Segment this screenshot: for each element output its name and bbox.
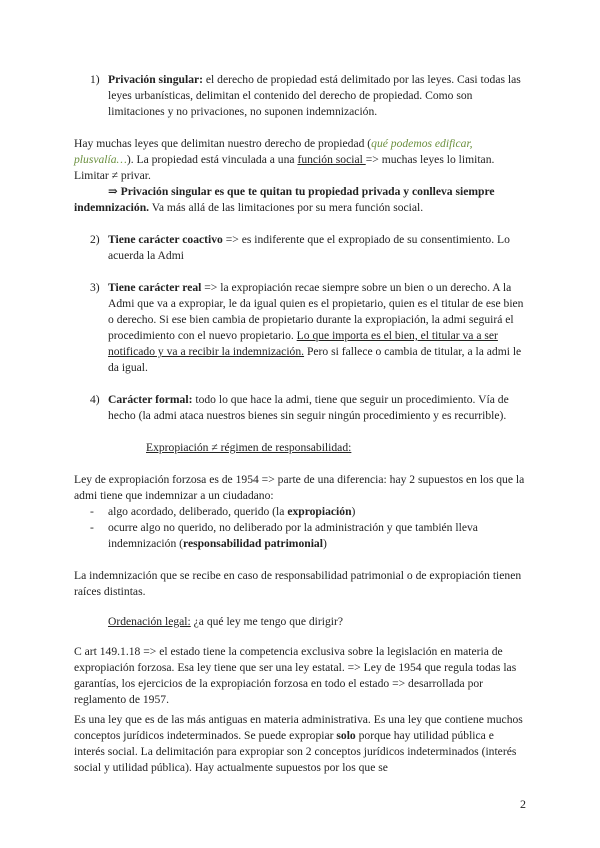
list-item-3 xyxy=(74,280,526,376)
section-heading-ordenacion xyxy=(108,614,343,630)
bold-text: responsabilidad patrimonial xyxy=(183,537,323,550)
item-number: 3) xyxy=(90,281,100,294)
paragraph-ley-antigua xyxy=(74,712,526,776)
list-text: ) xyxy=(351,505,356,518)
list-text: ocurre algo no querido, no deliberado por la administración y que también lleva indemnización ( xyxy=(108,521,478,550)
item-text: el derecho de propiedad está delimitado por las leyes. Casi todas las leyes urbanísticas, delimitan el contenido del derecho de propiedad. Como son limitaciones y no privaciones, no suponen indemnización. xyxy=(108,73,521,118)
item-number: 4) xyxy=(90,393,100,406)
item-title: Tiene carácter coactivo xyxy=(108,233,223,246)
paragraph-privacion xyxy=(74,184,526,216)
dash-list xyxy=(74,504,526,552)
item-body xyxy=(108,392,526,424)
item-text: todo lo que hace la admi, tiene que seguir un procedimiento. Vía de hecho (la admi ataca nuestros bienes sin seguir ningún procedimiento y es recurrible). xyxy=(108,393,509,422)
bold-text: ⇒ Privación singular es que te quitan tu propiedad privada y conlleva siempre indemnización. xyxy=(74,185,495,214)
item-title: Tiene carácter real xyxy=(108,281,202,294)
list-item-2 xyxy=(74,232,526,264)
section-heading-expropiacion: Expropiación ≠ régimen de responsabilidad: xyxy=(146,441,352,454)
item-text: Pero si fallece o cambia de titular, a la admi le da igual. xyxy=(108,345,522,374)
item-title: Privación singular: xyxy=(108,73,204,86)
para-text: ). La propiedad está vinculada a una xyxy=(126,153,298,166)
item-body xyxy=(108,280,526,376)
paragraph-raices: La indemnización que se recibe en caso de responsabilidad patrimonial o de expropiación tienen raíces distintas. xyxy=(74,569,522,598)
dash-bullet: - xyxy=(90,521,94,534)
list-item-1 xyxy=(74,72,526,120)
page-number: 2 xyxy=(520,797,526,811)
paragraph-limitations xyxy=(74,136,526,184)
paragraph-constitucion: C art 149.1.18 => el estado tiene la competencia exclusiva sobre la legislación en materia de expropiación forzosa. Esa ley tiene que ser una ley estatal. => Ley de 1954 que regula todas las garantías, los ejercicios de la expropiación forzosa en todo el estado => desarrollada por reglamento de 1957. xyxy=(74,645,517,706)
item-text: => es indiferente que el expropiado de su consentimiento. Lo acuerda la Admi xyxy=(108,233,510,262)
para-text: porque hay utilidad pública e interés social. La delimitación para expropiar son 2 conceptos jurídicos indeterminados (interés social y utilidad pública). Hay actualmente supuestos por los que se xyxy=(74,729,517,774)
item-number: 1) xyxy=(90,73,100,86)
list-item xyxy=(74,520,526,552)
para-text: Hay muchas leyes que delimitan nuestro derecho de propiedad ( xyxy=(74,137,372,150)
item-body xyxy=(108,72,526,120)
green-italic-text: qué podemos edificar, plusvalía… xyxy=(74,137,473,166)
bold-text: expropiación xyxy=(287,505,352,518)
item-text: => la expropiación recae siempre sobre un bien o un derecho. A la Admi que va a expropiar, le da igual quien es el propietario, quien es el titular de ese bien o derecho. Si ese bien cambia de propietario durante la expropiación, la admi seguirá el procedimiento con el nuevo propietario. xyxy=(108,281,524,342)
para-text: Va más allá de las limitaciones por su mera función social. xyxy=(149,201,424,214)
list-item-4 xyxy=(74,392,526,424)
list-text: algo acordado, deliberado, querido (la xyxy=(108,505,288,518)
underlined-text: función social xyxy=(297,153,366,166)
bold-text: solo xyxy=(336,729,356,742)
list-text: ) xyxy=(322,537,327,550)
para-text: => muchas leyes lo limitan. Limitar ≠ privar. xyxy=(74,153,495,182)
heading-text: ¿a qué ley me tengo que dirigir? xyxy=(190,615,344,628)
paragraph-ley-1954: Ley de expropiación forzosa es de 1954 => parte de una diferencia: hay 2 supuestos en los que la admi tiene que indemnizar a un ciudadano: xyxy=(74,473,525,502)
item-title: Carácter formal: xyxy=(108,393,193,406)
underlined-text: Lo que importa es el bien, el titular va a ser notificado y va a recibir la indemnización. xyxy=(108,329,498,358)
dash-bullet: - xyxy=(90,505,94,518)
heading-underlined: Ordenación legal: xyxy=(108,615,191,628)
item-number: 2) xyxy=(90,233,100,246)
para-text: Es una ley que es de las más antiguas en materia administrativa. Es una ley que contiene muchos conceptos jurídicos indeterminados. Se puede expropiar xyxy=(74,713,523,742)
list-item xyxy=(74,504,526,520)
item-body xyxy=(108,232,526,264)
